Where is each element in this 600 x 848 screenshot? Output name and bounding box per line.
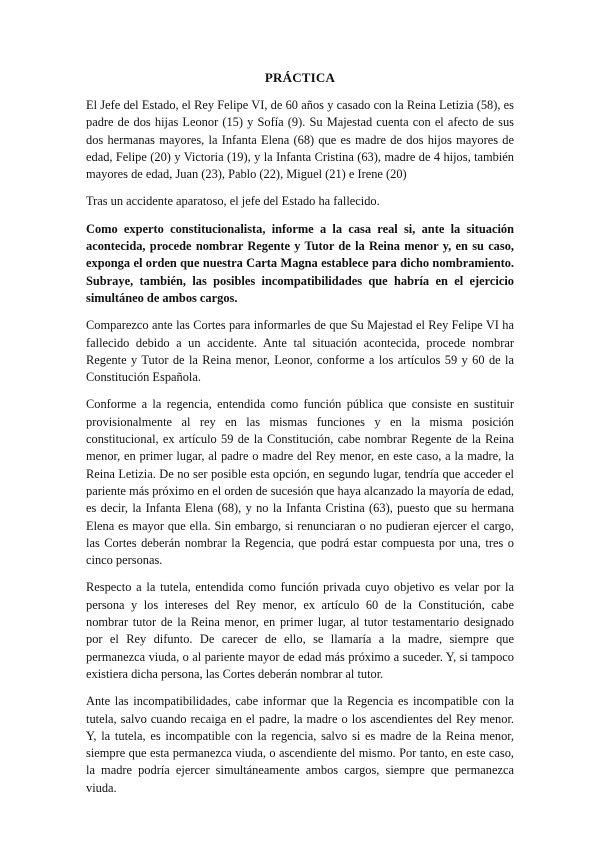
paragraph-regencia: Conforme a la regencia, entendida como función pública que consiste en sustituir provisionalmente al rey en las mismas funciones y en la misma posición constitucional, ex artículo 59 de la Constitución, cabe nombrar Regente de la Reina menor, en primer lugar, al padre o madre del Rey menor, en este caso, a la madre, la Reina Letizia. De no ser posible esta opción, en segundo lugar, tendría que acceder el pariente más próximo en el orden de sucesión que haya alcanzado la mayoría de edad, es decir, la Infanta Elena (68), y no la Infanta Cristina (63), puesto que su hermana Elena es mayor que ella. Sin embargo, si renunciaran o no pudieran ejercer el cargo, las Cortes deberán nombrar la Regencia, que podrá estar compuesta por una, tres o cinco personas. — [86, 397, 514, 568]
paragraph-answer-intro: Comparezco ante las Cortes para informarles de que Su Majestad el Rey Felipe VI ha fallecido debido a un accidente. Ante tal situación acontecida, procede nombrar Regente y Tutor de la Reina menor, Leonor, conforme a los artículos 59 y 60 de la Constitución Española. — [86, 318, 514, 385]
paragraph-scenario: El Jefe del Estado, el Rey Felipe VI, de 60 años y casado con la Reina Letizia (58), es padre de dos hijas Leonor (15) y Sofía (9). Su Majestad cuenta con el afecto de sus dos hermanas mayores, la Infanta Elena (68) que es madre de dos hijos mayores de edad, Felipe (20) y Victoria (19), y la Infanta Cristina (63), madre de 4 hijos, también mayores de edad, Juan (23), Pablo (22), Miguel (21) e Irene (20) — [86, 98, 514, 182]
paragraph-question: Como experto constitucionalista, informe a la casa real si, ante la situación acontecida, procede nombrar Regente y Tutor de la Reina menor y, en su caso, exponga el orden que nuestra Carta Magna establece para dicho nombramiento. Subraye, también, las posibles incompatibilidades que habría en el ejercicio simultáneo de ambos cargos. — [86, 221, 514, 305]
paragraph-tutela: Respecto a la tutela, entendida como función privada cuyo objetivo es velar por la persona y los intereses del Rey menor, ex artículo 60 de la Constitución, cabe nombrar tutor de la Reina menor, en primer lugar, al tutor testamentario designado por el Rey difunto. De carecer de ello, se llamaría a la madre, siempre que permanezca viuda, o al pariente mayor de edad más próximo a suceder. Y, si tampoco existiera dicha persona, las Cortes deberán nombrar al tutor. — [86, 580, 514, 681]
paragraph-event: Tras un accidente aparatoso, el jefe del Estado ha fallecido. — [86, 194, 380, 209]
document-title: PRÁCTICA — [264, 70, 336, 85]
paragraph-incompatibilidades: Ante las incompatibilidades, cabe informar que la Regencia es incompatible con la tutela, salvo cuando recaiga en el padre, la madre o los ascendientes del Rey menor. Y, la tutela, es incompatible con la regencia, salvo si es madre de la Reina menor, siempre que esta permanezca viuda, o ascendiente del mismo. Por tanto, en este caso, la madre podría ejercer simultáneamente ambos cargos, siempre que permanezca viuda. — [86, 694, 514, 795]
